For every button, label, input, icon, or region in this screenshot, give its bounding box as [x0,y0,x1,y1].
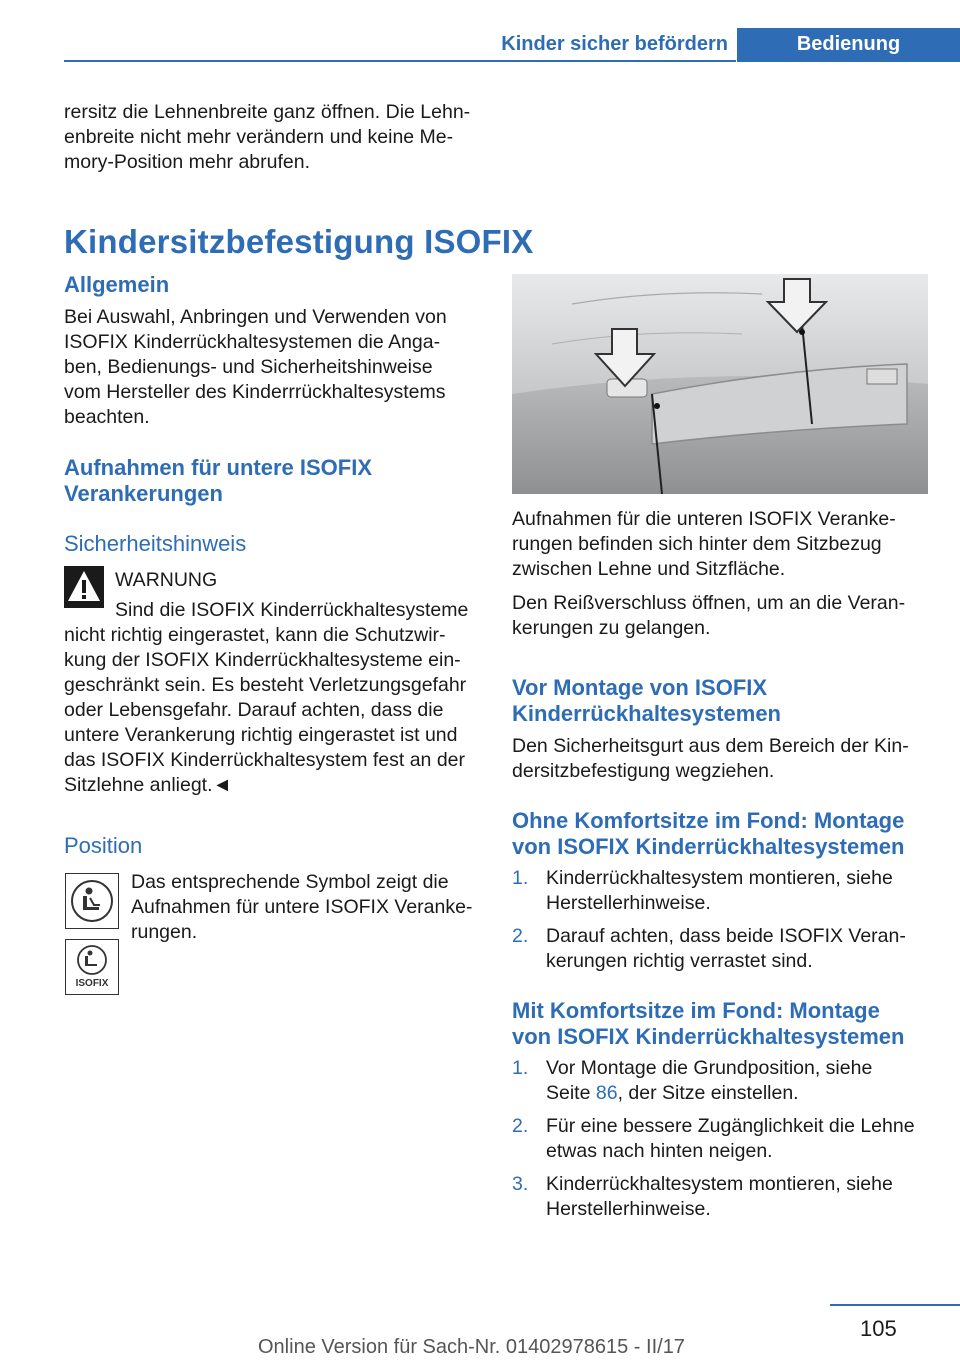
position-paragraph [131,870,481,945]
list-item [512,1114,942,1164]
list-number: 2. [512,925,529,947]
text-fragment: Seite [546,1082,596,1104]
heading-line: von ISOFIX Kinderrückhaltesystemen [512,1024,905,1049]
isofix-icon-label: ISOFIX [75,978,109,989]
list-number: 2. [512,1115,529,1137]
isofix-anchor-photo [512,274,928,494]
text-line: Aufnahmen für die unteren ISOFIX Veranke‐ [512,508,896,530]
text-line [546,1081,942,1106]
text-line: enbreite nicht mehr verändern und keine Me‐ [64,126,454,148]
child-seat-icon [65,873,119,929]
heading-sicherheitshinweis: Sicherheitshinweis [64,531,247,556]
text-line: kerungen richtig verrastet sind. [546,950,813,972]
text-line: dersitzbefestigung wegziehen. [512,760,775,782]
heading-mit-komfortsitze [512,998,904,1050]
text-line: Bei Auswahl, Anbringen und Verwenden von [64,306,447,328]
ohne-steps-list [512,866,942,982]
text-line: untere Verankerung richtig eingerastet ist und [64,724,458,746]
text-line: kerungen zu gelangen. [512,617,711,639]
intro-paragraph [64,100,494,175]
heading-position: Position [64,833,143,858]
text-line: Herstellerhinweise. [546,1198,711,1220]
page-number: 105 [860,1316,897,1341]
list-number: 3. [512,1173,529,1195]
text-line: mory-Position mehr abrufen. [64,151,311,173]
list-item [512,924,942,974]
list-item [512,866,942,916]
heading-line: Kinderrückhaltesystemen [512,701,781,726]
text-line: oder Lebensgefahr. Darauf achten, dass die [64,699,444,721]
list-number: 1. [512,1057,529,1079]
heading-line: Vor Montage von ISOFIX [512,675,768,700]
text-fragment: , der Sitze einstellen. [617,1082,799,1104]
heading-allgemein: Allgemein [64,272,170,297]
text-line: rungen befinden sich hinter dem Sitzbezug [512,533,882,555]
mit-steps-list [512,1056,942,1230]
heading-vor-montage [512,675,781,727]
vor-montage-paragraph [512,734,942,784]
text-line: Darauf achten, dass beide ISOFIX Veran‐ [546,925,906,947]
header-section-title: Kinder sicher befördern [501,33,728,55]
text-line: Den Sicherheitsgurt aus dem Bereich der Kin‐ [512,735,909,757]
text-line: Kinderrückhaltesystem montieren, siehe [546,1173,893,1195]
header-chapter-tab: Bedienung [737,28,960,62]
text-line: Für eine bessere Zugänglichkeit die Lehne [546,1115,915,1137]
text-line: Kinderrückhaltesystem montieren, siehe [546,867,893,889]
text-line: beachten. [64,406,150,428]
text-line: Das entsprechende Symbol zeigt die [131,871,449,893]
text-line: das ISOFIX Kinderrückhaltesystem fest an der [64,749,466,771]
heading-line: Mit Komfortsitze im Fond: Montage [512,998,880,1023]
online-version-note: Online Version für Sach-Nr. 01402978615 - II/17 [258,1336,685,1358]
list-item [512,1056,942,1106]
heading-line: Aufnahmen für untere ISOFIX [64,455,373,480]
text-line: Den Reißverschluss öffnen, um an die Veran‐ [512,592,906,614]
photo-caption [512,507,942,582]
text-line: Aufnahmen für untere ISOFIX Veranke‐ [131,896,473,918]
text-line: geschränkt sein. Es besteht Verletzungsgefahr [64,674,467,696]
zipper-paragraph [512,591,942,641]
heading-line: Ohne Komfortsitze im Fond: Montage [512,808,905,833]
page-title: Kindersitzbefestigung ISOFIX [64,223,534,260]
warning-paragraph [64,598,494,798]
text-line: ben, Bedienungs- und Sicherheitshinweise [64,356,433,378]
isofix-child-seat-icon [65,939,119,995]
text-line: etwas nach hinten neigen. [546,1140,773,1162]
footer-rule [830,1304,960,1306]
heading-ohne-komfortsitze [512,808,904,860]
page-link-86[interactable]: 86 [595,1082,618,1104]
list-number: 1. [512,867,529,889]
list-item [512,1172,942,1222]
heading-line: von ISOFIX Kinderrückhaltesystemen [512,834,905,859]
text-line: kung der ISOFIX Kinderrückhaltesysteme ein‐ [64,649,461,671]
text-line: Vor Montage die Grundposition, siehe [546,1057,873,1079]
text-line: rersitz die Lehnenbreite ganz öffnen. Die Lehn‐ [64,101,471,123]
text-line: Sitzlehne anliegt.◄ [64,774,232,796]
header-rule [64,60,736,62]
text-line: Sind die ISOFIX Kinderrückhaltesysteme [115,599,469,621]
allgemein-paragraph [64,305,494,430]
heading-aufnahmen [64,455,372,507]
text-line: zwischen Lehne und Sitzfläche. [512,558,786,580]
heading-line: Verankerungen [64,481,223,506]
text-line: rungen. [131,921,198,943]
text-line: nicht richtig eingerastet, kann die Schutzwir‐ [64,624,446,646]
text-line: vom Hersteller des Kinderrrückhaltesystems [64,381,446,403]
warning-label: WARNUNG [115,569,218,591]
text-line: ISOFIX Kinderrückhaltesystemen die Anga‐ [64,331,441,353]
text-line: Herstellerhinweise. [546,892,711,914]
